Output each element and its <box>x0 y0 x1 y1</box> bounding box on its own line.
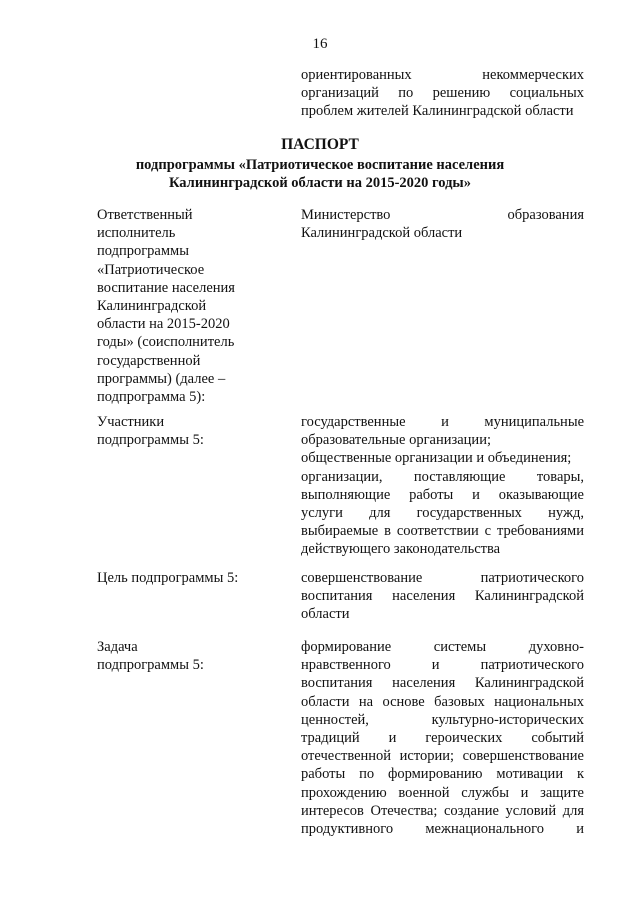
label-line: подпрограммы <box>97 243 189 260</box>
value-line: ценностей, культурно-исторических <box>301 711 584 728</box>
value-line: формирование системы духовно- <box>301 639 584 655</box>
label-line: области на 2015-2020 <box>97 316 230 333</box>
value-line: воспитания населения Калининградской <box>301 675 584 692</box>
row-label <box>97 413 272 449</box>
row-value <box>301 638 584 838</box>
value-line: образовательные организации; <box>301 432 491 449</box>
label-line: программы) (далее – <box>97 370 226 387</box>
label-line: подпрограммы 5: <box>97 432 204 449</box>
value-line: выбираемые в соответствии с требованиями <box>301 523 584 540</box>
row-value <box>301 206 584 242</box>
label-line: государственной <box>97 352 201 369</box>
label-line: Участники <box>97 414 165 430</box>
value-line: области <box>301 606 350 623</box>
value-line: организации, поставляющие товары, <box>301 468 584 485</box>
label-line: Ответственный <box>97 207 193 223</box>
passport-title: ПАСПОРТ <box>281 136 359 153</box>
label-line: исполнитель <box>97 225 176 242</box>
intro-line: организаций по решению социальных <box>301 85 584 101</box>
value-line: интересов Отечества; создание условий для <box>301 802 584 819</box>
intro-line: проблем жителей Калининградской области <box>301 103 574 119</box>
row-value <box>301 413 584 559</box>
value-line: прохождению военной службы и защите <box>301 784 584 801</box>
value-line: области на основе базовых национальных <box>301 693 584 710</box>
value-line: общественные организации и объединения; <box>301 450 572 467</box>
value-line: выполняющие работы и оказывающие <box>301 486 584 503</box>
value-line: продуктивного межнационального и <box>301 821 584 838</box>
label-line: Калининградской <box>97 298 207 315</box>
label-line: подпрограмма 5): <box>97 389 206 406</box>
value-line: нравственного и патриотического <box>301 657 584 674</box>
label-line: Цель подпрограммы 5: <box>97 570 239 586</box>
label-line: подпрограммы 5: <box>97 657 204 674</box>
value-line: отечественной истории; совершенствование <box>301 748 584 765</box>
label-line: Задача <box>97 639 138 655</box>
intro-line: ориентированных некоммерческих <box>301 67 584 83</box>
label-line: «Патриотическое <box>97 261 205 278</box>
page-number: 16 <box>312 36 328 52</box>
value-line: Министерство образования <box>301 207 584 223</box>
passport-heading <box>0 136 640 192</box>
value-line: работы по формированию мотивации к <box>301 766 584 783</box>
passport-subtitle-line: подпрограммы «Патриотическое воспитание населения <box>135 157 505 173</box>
label-line: годы» (соисполнитель <box>97 334 235 351</box>
value-line: государственные и муниципальные <box>301 414 584 430</box>
value-line: Калининградской области <box>301 225 463 242</box>
value-line: услуги для государственных нужд, <box>301 505 584 522</box>
intro-paragraph <box>301 66 584 120</box>
value-line: действующего законодательства <box>301 541 501 558</box>
row-label <box>97 206 272 406</box>
row-label <box>97 569 272 587</box>
passport-subtitle-line: Калининградской области на 2015-2020 годы» <box>168 175 472 191</box>
label-line: воспитание населения <box>97 279 235 296</box>
value-line: совершенствование патриотического <box>301 570 584 586</box>
value-line: традиций и героических событий <box>301 730 584 747</box>
row-label <box>97 638 272 674</box>
value-line: воспитания населения Калининградской <box>301 588 584 605</box>
row-value <box>301 569 584 624</box>
